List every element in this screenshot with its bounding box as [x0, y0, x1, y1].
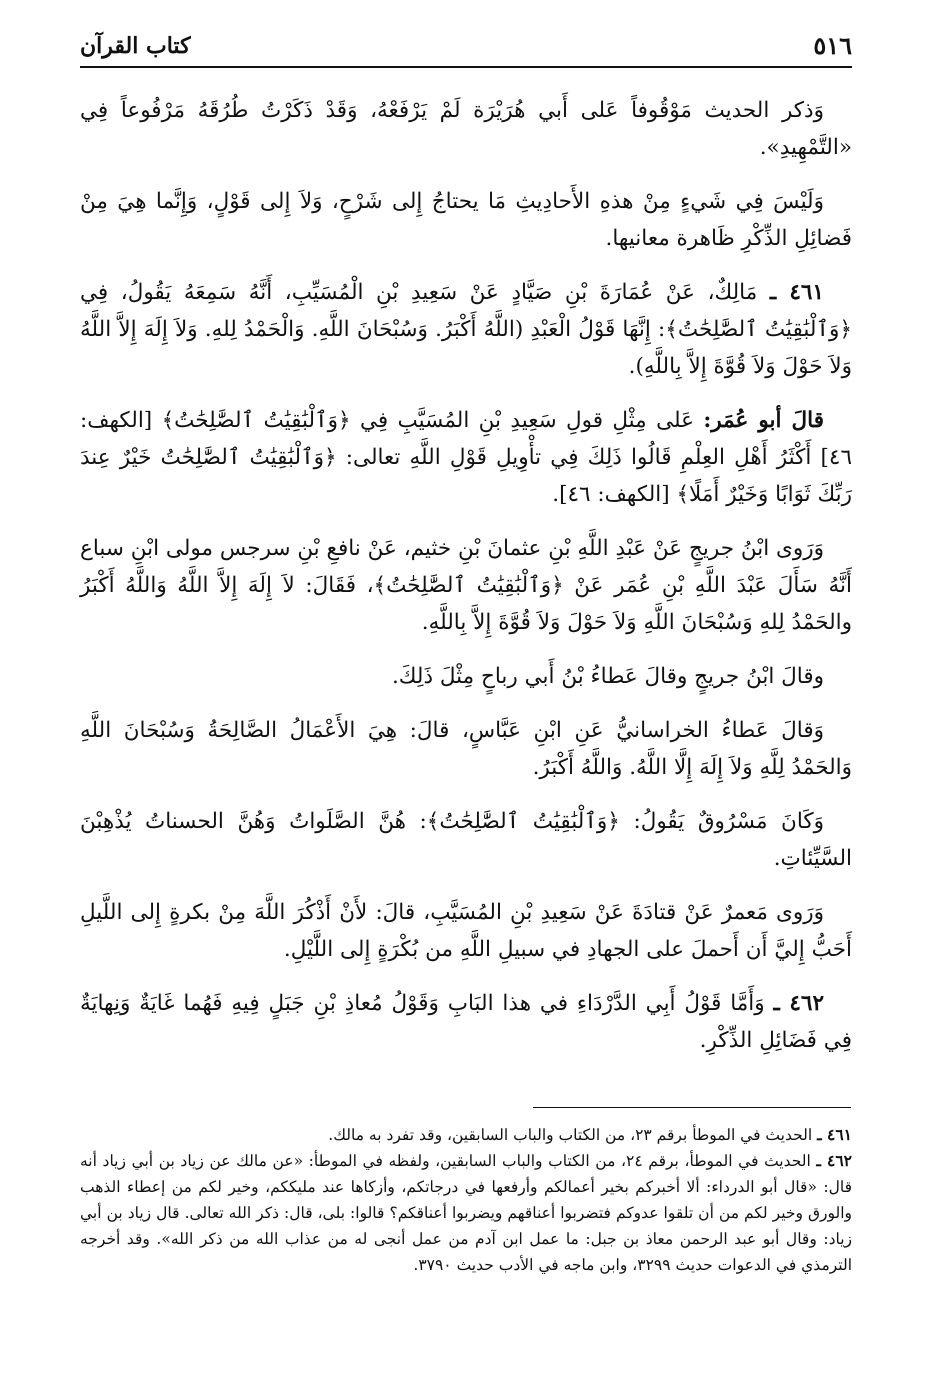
main-text: [80, 92, 852, 1076]
paragraph: [80, 894, 852, 968]
footnote-number: ٤٦١ ـ: [817, 1125, 852, 1144]
footnote: [80, 1148, 852, 1278]
paragraph: [80, 92, 852, 166]
footnote-divider: [533, 1107, 851, 1108]
paragraph: [80, 658, 852, 695]
paragraph-text: وَقالَ عَطاءُ الخراسانيُّ عَنِ ابْنِ عَبَّاسٍ، قالَ: هِيَ الأَعْمَالُ الصَّالِحَةُ وَسُبْحَانَ اللَّهِ وَالحَمْدُ لِلَّهِ وَلاَ إِلَهَ إِلَّا اللَّهُ. وَاللَّهُ أَكْبَرُ.: [80, 718, 852, 780]
footnote-text: الحديث في الموطأ برقم ٢٣، من الكتاب والباب السابقين، وقد تفرد به مالك.: [328, 1126, 818, 1144]
paragraph: [80, 712, 852, 786]
paragraph-text: وَذكر الحديث مَوْقُوفاً عَلى أَبي هُرَيْرَة لَمْ يَرْفَعْهُ، وَقَدْ ذَكَرْتُ طُرُقَهُ مَرْفُوعاً فِي «التَّمْهِيدِ».: [80, 98, 852, 160]
paragraph-text: عَلى مِثْلِ قولِ سَعِيدِ بْنِ المُسَيَّبِ فِي ﴿وَٱلْبَٰقِيَٰتُ ٱلصَّٰلِحَٰتُ﴾ [الكهف: ٤٦] أَكْثَرُ أَهْلِ العِلْمِ قَالُوا ذَلِكَ فِي تأْوِيلِ قَوْلِ اللَّهِ تعالى: ﴿وَٱلْبَٰقِيَٰتُ ٱلصَّٰلِحَٰتُ خَيْرٌ عِندَ رَبِّكَ ثَوَابًا وَخَيْرٌ أَمَلًا﴾ [الكهف: ٤٦].: [80, 408, 852, 507]
hadith-paragraph: [80, 274, 852, 385]
commentary-paragraph: [80, 402, 852, 513]
paragraph: [80, 530, 852, 641]
page-number: ٥١٦: [813, 31, 852, 60]
paragraph: [80, 183, 852, 257]
commentary-lead: قالَ أبو عُمَر:: [703, 408, 824, 433]
hadith-paragraph: [80, 985, 852, 1059]
footnote-text: الحديث في الموطأ، برقم ٢٤، من الكتاب والباب السابقين، ولفظه في الموطأ: «عن مالك عن زياد بن أبي زياد أنه قال: «قال أبو الدرداء: ألا أخبركم بخير أعمالكم وأرفعها في درجاتكم، وأزكاها عند مليككم، وخير لكم من إعطاء الذهب والورق وخير لكم من أن تلقوا عدوكم فتضربوا أعناقهم ويضربوا أعناقكم؟ قالوا: بلى، قال: ذكر الله تعالى. قال زياد بن أبي زياد: وقال أبو عبد الرحمن معاذ بن جبل: ما عمل ابن آدم من عمل أنجى له من عذاب الله من ذكر الله». وقد أخرجه الترمذي في الدعوات حديث ٣٢٩٩، وابن ماجه في الأدب حديث ٣٧٩٠.: [80, 1152, 852, 1274]
footnotes: [80, 1122, 852, 1278]
footnote: [80, 1122, 852, 1148]
paragraph-text: وَأَمَّا قَوْلُ أَبِي الدَّرْدَاءِ في هذا البَابِ وَقَوْلُ مُعاذِ بْنِ جَبَلٍ فِيهِ فَهُما غَايَةٌ وَنِهايَةٌ فِي فَضَائِلِ الذِّكْرِ.: [80, 991, 852, 1053]
hadith-number: ٤٦٢ ـ: [773, 991, 824, 1016]
book-title: كتاب القرآن: [80, 33, 191, 59]
running-header: [80, 30, 852, 68]
paragraph: [80, 803, 852, 877]
paragraph-text: مَالِكٌ، عَنْ عُمَارَةَ بْنِ صَيَّادٍ عَنْ سَعِيدِ بْنِ الْمُسَيِّبِ، أَنَّهُ سَمِعَهُ يَقُولُ، فِي ﴿وَٱلْبَٰقِيَٰتُ ٱلصَّٰلِحَٰتُ﴾: إِنَّهَا قَوْلُ الْعَبْدِ (اللَّهُ أَكْبَرُ. وَسُبْحَانَ اللَّهِ. وَالْحَمْدُ لِلهِ. وَلاَ إِلَهَ إِلاَّ اللَّهُ وَلاَ حَوْلَ وَلاَ قُوَّةَ إِلاَّ بِاللَّهِ).: [80, 280, 852, 379]
paragraph-text: وَلَيْسَ فِي شَيءٍ مِنْ هذهِ الأَحادِيثِ مَا يحتاجُ إِلى شَرْحٍ، وَلاَ إِلى قَوْلٍ، وَإِنَّما هِيَ مِنْ فَضائِلِ الذِّكْرِ ظَاهرة معانيها.: [80, 189, 852, 251]
paragraph-text: وقالَ ابْنُ جريجٍ وقالَ عَطاءُ بْنُ أَبي رباحٍ مِثْلَ ذَلِكَ.: [391, 664, 824, 689]
hadith-number: ٤٦١ ـ: [769, 280, 824, 305]
paragraph-text: وَكَانَ مَسْرُوقٌ يَقُولُ: ﴿وَٱلْبَٰقِيَٰتُ ٱلصَّٰلِحَٰتُ﴾: هُنَّ الصَّلَواتُ وَهُنَّ الحسناتُ يُذْهِبْنَ السَّيِّئاتِ.: [80, 809, 852, 871]
paragraph-text: وَرَوى مَعمرٌ عَنْ قتادَةَ عَنْ سَعِيدِ بْنِ المُسَيَّبِ، قالَ: لأَنْ أَذْكُرَ اللَّهَ مِنْ بكرةٍ إِلى اللَّيلِ أَحَبُّ إِليَّ أَن أَحملَ على الجهادِ في سبيلِ اللَّهِ من بُكْرَةٍ إِلى اللَّيْلِ.: [80, 900, 852, 962]
paragraph-text: وَرَوى ابْنُ جريجٍ عَنْ عَبْدِ اللَّهِ بْنِ عثمانَ بْنِ خثيم، عَنْ نافعِ بْنِ سرجس مولى ابْنِ سباع أَنَّهُ سَأَلَ عَبْدَ اللَّهِ بْنِ عُمَر عَنْ ﴿وَٱلْبَٰقِيَٰتُ ٱلصَّٰلِحَٰتُ﴾، فَقَالَ: لاَ إِلَهَ إِلاَّ اللَّهُ وَاللَّهُ أَكْبَرُ والحَمْدُ لِلهِ وَسُبْحَانَ اللَّهِ وَلاَ حَوْلَ وَلاَ قُوَّةَ إِلاَّ بِاللَّهِ.: [80, 536, 853, 635]
footnote-number: ٤٦٢ ـ: [816, 1151, 852, 1170]
